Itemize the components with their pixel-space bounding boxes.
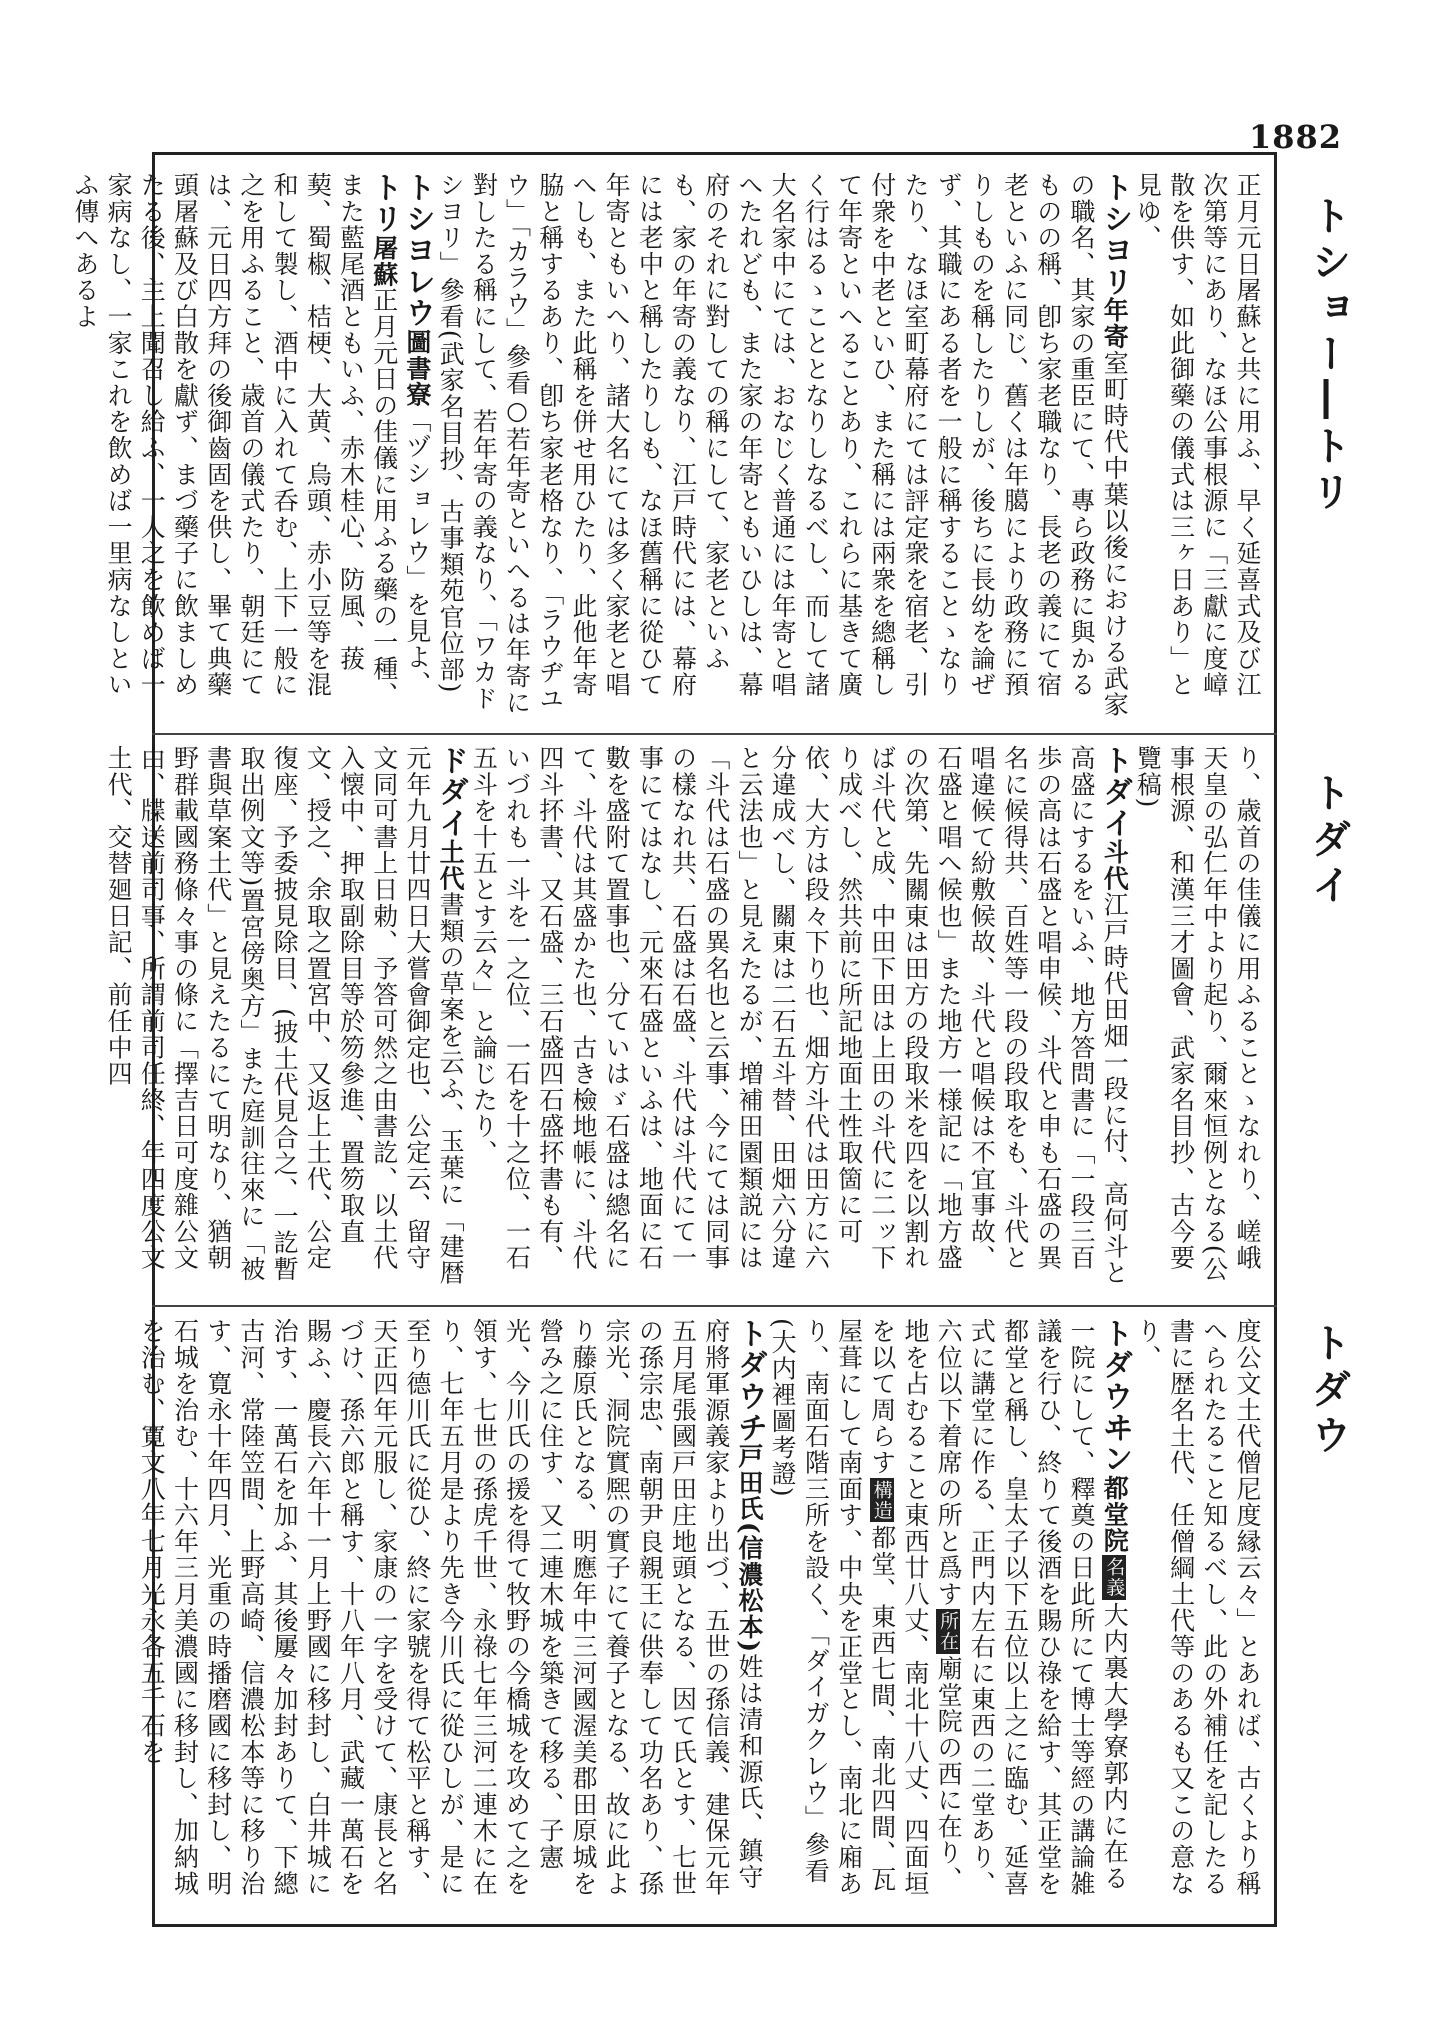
entry-title: 屠蘇 xyxy=(369,234,399,288)
dictionary-entry xyxy=(469,745,1133,1287)
entry-title: 斗代 xyxy=(1100,838,1130,892)
entry-text: 江戸時代田畑一段に付、高何斗と高盛にするをいふ、地方答問書に「一段三百歩の高は石盛と唱申候、斗代と申も石盛の異名に候得共、百姓等一段の段取をも、斗代と唱違候て紛敷候故、斗代と唱候は不宜事故、石盛と唱へ候也」また地方一様記に「地方盛の次第、先關東は田方の段取米を四を以割れば斗代と成、中田下田は上田の斗代に二ッ下り成べし、然共前に所記地面土性取箇に可依、大方は段々下り也、畑方斗代は田方に六分違成べし、關東は二石五斗替、田畑六分違と云法也」と見えたるが、増補田園類説には「斗代は石盛の異名也と云事、今にては同事の樣なれ共、石盛は石盛、斗代は斗代にて一事にてはなし、元來石盛といふは、地面に石數を盛附て置事也、分ていはゞ石盛は總名にて、斗代は其盛かた也、古き檢地帳に、斗代四斗抔書、又石盛、三石盛四石盛抔書も有、いづれも一斗を一之位、一石を十之位、一石五斗を十五とす云々」と論じたり、 xyxy=(469,745,1130,1287)
section-divider xyxy=(152,733,1277,735)
dictionary-entry xyxy=(1133,172,1262,698)
entry-text: 大内裏大學寮郭内に在る一院にして、釋奠の日此所にて博士等經の講論雑議を行ひ、終りて後酒を賜ひ祿を給す、其正堂を都堂と稱し、皇太子以下五位以上之に臨む、延喜式に講堂に作る、正門内左右に東西の二堂あり、六位以下着席の所と爲す xyxy=(934,1318,1130,1897)
dictionary-entry xyxy=(399,172,435,697)
entry-text: 正月元日屠蘇と共に用ふ、早く延喜式及び江次第等にあり、なほ公事根源に「三獻に度嶂散を供す、如此御藥の儀式は三ヶ日あり」と見ゆ、 xyxy=(1133,172,1262,698)
entry-text: り、歳首の佳儀に用ふることゝなれり、嵯峨天皇の弘仁年中より起り、爾來恒例となる(公事根源、和漢三才圖會、武家名目抄、古今要覽稿) xyxy=(1133,745,1262,1283)
text-block-top xyxy=(70,172,1264,720)
entry-text: 室町時代中葉以後における武家の職名、其家の重臣にて、專ら政務に與かるものの稱、卽ち家老職なり、長老の義にて宿老といふに同じ、舊くは年臈により政務に預りしものを稱したりしが、後ちに長幼を論ぜず、其職にある者を一般に稱することゝなりたり、なほ室町幕府にては評定衆を宿老、引付衆を中老といひ、また稱には兩衆を總稱して年寄といへることあり、これらに基きて廣く行はるゝこととなりしなるべし、而して諸大名家中にては、おなじく普通には年寄と唱へたれども、また家の年寄ともいひしは、幕府のそれに對しての稱にして、家老といふも、家の年寄の義なり、江戸時代には、幕府には老中と稱したりしも、なほ舊稱に從ひて年寄ともいへり、諸大名にては多く家老と唱へしも、また此稱を併せ用ひたり、此他年寄脇と稱するあり、卽ち家老格なり、「ラウヂユウ」「カラウ」參看○若年寄といへるは年寄に對したる稱にして、若年寄の義なり、「ワカドシヨリ」參看(武家名目抄、古事類苑官位部) xyxy=(436,172,1130,719)
section-tag: 所在 xyxy=(937,1611,960,1652)
entry-headword: トダウヰン xyxy=(1097,1318,1133,1475)
section-divider xyxy=(152,1305,1277,1307)
dictionary-entry xyxy=(934,1318,1133,1897)
entry-title: 戸田氏(信濃松本) xyxy=(734,1443,764,1654)
running-header-tier-1: トショー―トリ xyxy=(1305,195,1351,517)
entry-headword: トリ xyxy=(366,172,402,235)
entry-title: 年寄 xyxy=(1100,297,1130,350)
entry-text: 都堂、東西七間、南北四間、瓦屋葺にして南面す、中央を正堂とし、南北に廂あり、南面石階三所を設く、「ダイガクレウ」參看(大内裡圖考證) xyxy=(768,1318,897,1897)
section-tag: 名義 xyxy=(1103,1557,1126,1599)
entry-title: 圖書寮 xyxy=(402,328,432,408)
dictionary-entry xyxy=(1133,1318,1262,1897)
entry-text: 正月元日の佳儀に用ふる藥の一種、また藍尾酒ともいふ、赤木桂心、防風、菝葜、蜀椒、桔梗、大黄、烏頭、赤小豆等を混和して製し、酒中に入れて呑む、上下一般に之を用ふること、歳首の儀式たり、朝廷にては、元日四方拜の後御齒固を供し、畢て典藥頭屠蘇及び白散を獻ず、まづ藥子に飲ましめたる後、主上聞召し給ふ、一人之を飲めば一家病なし、一家これを飲めば一里病なしといふ傳へあるよ xyxy=(70,172,399,709)
text-block-bottom xyxy=(137,1318,1264,1916)
dictionary-entry xyxy=(436,172,1133,719)
entry-text: 「ヅショレウ」を見よ、 xyxy=(402,407,432,697)
page-number: 1882 xyxy=(1248,118,1342,156)
entry-text: 度公文土代僧尼度縁云々」とあれば、古くより稱へられたること知るべし、此の外補任を記したる書に歴名土代、任僧綱土代等のあるも又この意なり、 xyxy=(1133,1318,1262,1897)
entry-title: 土代 xyxy=(436,838,466,892)
dictionary-entry xyxy=(137,1318,767,1897)
entry-text: 書類の草案を云ふ、玉葉に「建暦元年九月廿四日大嘗會御定也、公定云、留守文同可書上日勅、予答可然之由書訖、以土代入懐中、押取副除目等於笏參進、置笏取直文、授之、余取之置宮中、又返上土代、公定復座、予委披見除目、(披土代見合之、一訖暫取出例文等)置宮傍奥方」また庭訓往來に「被書與草案土代」と見えたるにて明なり、猶朝野群載國務條々事の條に「擇吉日可度雜公文由、牒送前司事、所謂前司任終、年四度公文土代、交替廻日記、前任中四 xyxy=(104,745,466,1287)
entry-headword: ドダイ xyxy=(433,745,469,839)
entry-text: 廟堂院の西に在り、地を占むること東西廿八丈、南北十八丈、四面垣を以て周らす xyxy=(867,1318,964,1897)
text-block-middle xyxy=(104,745,1264,1293)
running-header-tier-3: トダウ xyxy=(1305,1322,1351,1460)
entry-text: 姓は清和源氏、鎮守府將軍源義家より出づ、五世の孫信義、建保元年五月尾張國戸田庄地頭となる、因て氏とす、七世の孫宗忠、南朝尹良親王に供奉して功名あり、孫宗光、洞院實熈の實子にて養子となる、故に此より藤原氏となる、明應年中三河國渥美郡田原城を營み之に住す、又二連木城を築きて移る、子憲光、今川氏の援を得て牧野の今橋城を攻めて之を領す、七世の孫虎千世、永祿七年三河二連木に在り、七年五月是より先き今川氏に從ひしが、是に至り德川氏に從ひ、終に家號を得て松平と稱す、天正四年元服し、家康の一字を受けて、康長と名づけ、孫六郎と稱す、十八年八月、武藏一萬石を賜ふ、慶長六年十一月上野國に移封し、白井城に治す、一萬石を加ふ、其後屢々加封ありて、下總古河、常陸笠間、上野高崎、信濃松本等に移り治す、寛永十年四月、光重の時播磨國に移封し、明石城を治む、十六年三月美濃國に移封し、加納城を治む、寛文八年七月光永各五千石を xyxy=(137,1318,764,1897)
entry-headword: トダイ xyxy=(1097,745,1133,839)
entry-headword: トシヨリ xyxy=(1097,172,1133,298)
entry-title: 都堂院 xyxy=(1100,1474,1130,1554)
dictionary-entry xyxy=(70,172,402,709)
entry-headword: トシヨレウ xyxy=(399,172,435,329)
dictionary-entry xyxy=(104,745,469,1287)
dictionary-entry xyxy=(1133,745,1262,1282)
section-tag: 構造 xyxy=(870,1479,893,1521)
running-header-tier-2: トダイ xyxy=(1305,772,1351,910)
entry-headword: トダウチ xyxy=(731,1318,767,1444)
